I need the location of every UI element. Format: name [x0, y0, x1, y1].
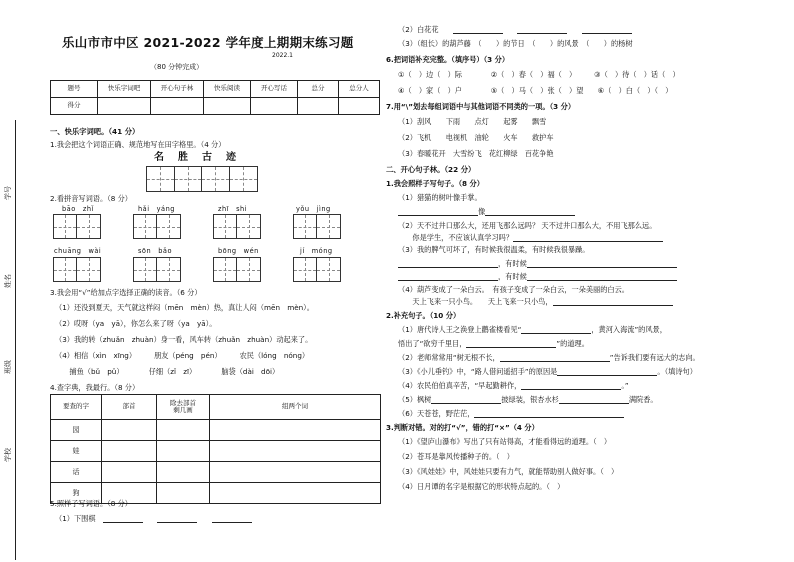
cz-char: 园 [51, 420, 102, 441]
duration-note: （80 分钟完成） [150, 63, 204, 71]
judge-item: （2）苍耳是靠风传播种子的。（ ） [398, 452, 514, 461]
q3-item: （1）还没到夏天，天气就这样闷（mēn mèn）热，真让人闷（mēn mèn）。 [55, 303, 314, 312]
r-item: （3）（组长）的葫芦藤 （ ）的节日 （ ）的风景 （ ）的杨树 [398, 39, 633, 48]
s2-item: （3）我的脾气可坏了，有时候我很温柔，有时候我很暴躁。 [398, 245, 590, 254]
pinyin-label: zhī shi [218, 205, 248, 213]
q7-item: （3）春暖花开 大雪纷飞 花红柳绿 百花争艳 [398, 149, 554, 158]
q7-item: （2）飞机 电视机 油轮 火车 救护车 [398, 133, 554, 142]
pinyin-label: sōn bǎo [138, 247, 173, 255]
score-header-cell: 快乐字词吧 [98, 81, 151, 98]
writing-grid[interactable] [213, 257, 261, 282]
cz-answer-cell[interactable] [102, 441, 157, 462]
q6-text: 6.把词语补充完整。（填序号）（3 分） [386, 55, 510, 64]
cz-answer-cell[interactable] [102, 462, 157, 483]
writing-grid[interactable] [133, 214, 181, 239]
score-header-cell: 题号 [51, 81, 98, 98]
s2-item: 像 [398, 208, 575, 216]
exam-date: 2022.1 [272, 52, 293, 59]
score-cell[interactable] [151, 98, 204, 115]
pinyin-label: yǒu jìng [296, 205, 331, 213]
writing-grid[interactable] [146, 166, 258, 192]
q5-item: （1）下围棋 [55, 515, 252, 523]
cz-answer-cell[interactable] [210, 441, 381, 462]
cz-answer-cell[interactable] [210, 483, 381, 504]
s2-fill: 悟出了“欲穷千里目， ”的道理。 [398, 339, 589, 348]
s2-item: ，有时候 [398, 273, 677, 281]
s2-item: 你是学生，不应该认真学习吗？ [398, 234, 663, 242]
pinyin-label: hǎi yáng [138, 205, 175, 213]
s2-fill: （5）枫树 披绿装，银杏水杉 满院香。 [398, 395, 658, 404]
section-1-title: 一、快乐字词吧。（41 分） [50, 127, 140, 136]
s2-fill: （6）天苍苍，野茫茫， [398, 410, 624, 418]
pinyin-label: bāo zhǐ [62, 205, 94, 213]
s2-item: 天上飞来一只小鸟。 天上飞来一只小鸟， [398, 298, 673, 306]
s2-item: （1）猎猫的树叶像手掌。 [398, 193, 482, 202]
binding-line [15, 120, 16, 560]
cz-answer-cell[interactable] [210, 420, 381, 441]
q4-text: 4.查字典，我最行。（8 分） [50, 383, 140, 392]
score-cell[interactable] [251, 98, 298, 115]
s2-fill: （1）唐代诗人王之涣登上鹳雀楼看见“ ，黄河入海流”的风景， [398, 325, 667, 334]
s2-fill: （3）《小儿垂钓》中，“路人借问遥招手”的原因是 。（填诗句） [398, 367, 697, 376]
score-cell[interactable] [98, 98, 151, 115]
cz-answer-cell[interactable] [157, 483, 210, 504]
cz-answer-cell[interactable] [157, 420, 210, 441]
page-title: 乐山市市中区 2021-2022 学年度上期期末练习题 [62, 35, 354, 50]
q1-word: 名胜古迹 [154, 152, 250, 163]
score-header-cell: 快乐阅读 [204, 81, 251, 98]
score-header-cell: 开心句子林 [151, 81, 204, 98]
cz-answer-cell[interactable] [157, 441, 210, 462]
q-s2-2: 2.补充句子。（10 分） [386, 311, 461, 320]
s2-fill: （4）农民伯伯真辛苦，“早起勤耕作， 。” [398, 381, 629, 390]
writing-grid[interactable] [53, 257, 101, 282]
cz-header: 要查的字 [51, 395, 102, 420]
q1-text: 1.我会把这个词语正确、规范地写在田字格里。（4 分） [50, 140, 226, 149]
cz-header: 组两个词 [210, 395, 381, 420]
r-item: （2）白花花 [398, 26, 632, 34]
writing-grid[interactable] [133, 257, 181, 282]
writing-grid[interactable] [213, 214, 261, 239]
q7-item: （1）刮风 下雨 点灯 起雾 飘雪 [398, 117, 547, 126]
q2-text: 2.看拼音写词语。（8 分） [50, 194, 132, 203]
q5-text: 5.照样子写词语。（8 分） [50, 499, 132, 508]
score-header-cell: 总分 [298, 81, 339, 98]
pinyin-label: jí móng [300, 247, 333, 255]
dictionary-table [50, 394, 381, 504]
score-header-cell: 总分人 [339, 81, 380, 98]
side-label-student-id: 学号 [4, 186, 12, 200]
score-cell[interactable] [339, 98, 380, 115]
cz-answer-cell[interactable] [102, 420, 157, 441]
judge-item: （3）《风娃娃》中，风娃娃只要有力气，就能帮助别人做好事。（ ） [398, 467, 619, 476]
q3-item: （3）我的转（zhuǎn zhuàn）身一看，风车转（zhuǎn zhuàn）动起来了。 [55, 335, 313, 344]
section-2-title: 二、开心句子林。（22 分） [386, 165, 476, 174]
score-cell[interactable] [204, 98, 251, 115]
q3-item: （4）相信（xìn xīng） 朋友（péng pén） 农民（lóng nóng） [55, 351, 310, 360]
cz-char: 话 [51, 462, 102, 483]
judge-item: （4）日月谭的名字是根据它的形状特点起的。（ ） [398, 482, 565, 491]
writing-grid[interactable] [293, 257, 341, 282]
q7-text: 7.用“\”划去每组词语中与其他词语不同类的一项。（3 分） [386, 102, 576, 111]
side-label-class: 班级 [4, 360, 12, 374]
q3-item: （2）哎呀（ya yā），你怎么来了呀（ya yā）。 [55, 319, 217, 328]
cz-header: 部首 [102, 395, 157, 420]
cz-header: 除去部首 剩几画 [157, 395, 210, 420]
cz-char: 娃 [51, 441, 102, 462]
s2-item: （4）葫芦变成了一朵白云。 有孩子变成了一朵白云，一朵美丽的白云。 [398, 285, 629, 294]
judge-item: （1）《望庐山瀑布》写出了只有站得高，才能看得远的道理。（ ） [398, 437, 612, 446]
cz-answer-cell[interactable] [210, 462, 381, 483]
q3-text: 3.我会用“√”给加点字选择正确的读音。（6 分） [50, 288, 202, 297]
s2-item: ，有时候 [398, 260, 677, 268]
writing-grid[interactable] [53, 214, 101, 239]
s2-item: （2）天不过井口那么大，还用飞那么远吗？ 天不过井口那么大，不用飞那么远。 [398, 221, 657, 230]
side-label-name: 姓名 [4, 274, 12, 288]
score-header-cell: 开心写话 [251, 81, 298, 98]
q6-item: ④（ ）家（ ）户 ⑤（ ）马（ ）张（ ）望 ⑥（ ）白（ ）（ ） [398, 86, 673, 95]
cz-char: 狗 [51, 483, 102, 504]
writing-grid[interactable] [293, 214, 341, 239]
side-label-school: 学校 [4, 448, 12, 462]
cz-answer-cell[interactable] [157, 462, 210, 483]
q-s2-1: 1.我会照样子写句子。（8 分） [386, 179, 484, 188]
pinyin-label: chuāng wài [54, 247, 102, 255]
q6-item: ①（ ）边（ ）际 ②（ ）春（ ）福（ ） ③（ ）待（ ）话（ ） [398, 70, 680, 79]
q3-item: 捕鱼（bǔ pǔ） 仔细（zǐ zī） 脑袋（dài dōi） [55, 367, 280, 376]
score-row-label: 得分 [51, 98, 98, 115]
s2-fill: （2）老师常常用“树无根不长， ”告诉我们要有远大的志向。 [398, 353, 700, 362]
pinyin-label: bōng wén [218, 247, 259, 255]
q-s2-3: 3.判断对错。对的打“√”，错的打“×”（4 分） [386, 423, 539, 432]
score-table [50, 80, 380, 115]
score-cell[interactable] [298, 98, 339, 115]
